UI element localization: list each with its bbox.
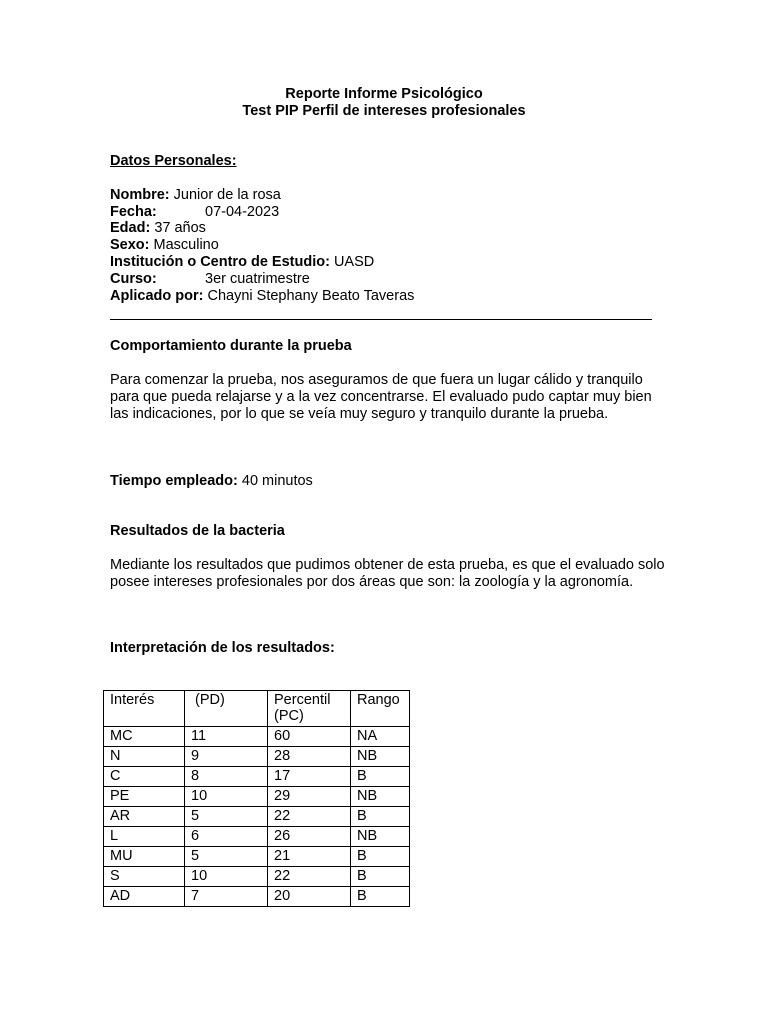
cell-interes: S [104, 867, 185, 887]
sexo-value: Masculino [153, 237, 219, 253]
table-row [104, 727, 410, 747]
sexo-label: Sexo: [110, 237, 150, 253]
cell-rango: NB [351, 827, 410, 847]
edad-value: 37 años [154, 220, 206, 236]
cell-interes: AD [104, 887, 185, 907]
cell-rango: B [351, 867, 410, 887]
cell-rango: NB [351, 747, 410, 767]
cell-pc: 26 [268, 827, 351, 847]
tiempo-value: 40 minutos [241, 473, 313, 489]
fecha-label: Fecha: [110, 204, 157, 220]
cell-pc: 60 [268, 727, 351, 747]
cell-pd: 10 [185, 787, 268, 807]
cell-pc: 17 [268, 767, 351, 787]
cell-rango: NB [351, 787, 410, 807]
cell-rango: B [351, 887, 410, 907]
cell-rango: NA [351, 727, 410, 747]
table-row [104, 767, 410, 787]
resultados-heading: Resultados de la bacteria [110, 523, 285, 539]
header-percentil: Percentil (PC) [268, 691, 351, 727]
cell-pc: 22 [268, 807, 351, 827]
field-tiempo [110, 473, 313, 490]
cell-pd: 5 [185, 807, 268, 827]
cell-interes: C [104, 767, 185, 787]
nombre-label: Nombre: [110, 187, 170, 203]
cell-interes: MC [104, 727, 185, 747]
cell-interes: N [104, 747, 185, 767]
field-sexo [110, 237, 219, 254]
cell-pc: 29 [268, 787, 351, 807]
cell-rango: B [351, 847, 410, 867]
cell-pc: 28 [268, 747, 351, 767]
cell-rango: B [351, 767, 410, 787]
field-edad [110, 220, 206, 237]
table-row [104, 747, 410, 767]
cell-pd: 11 [185, 727, 268, 747]
header-rango: Rango [351, 691, 410, 727]
table-row [104, 887, 410, 907]
field-institucion [110, 254, 374, 271]
table-row [104, 807, 410, 827]
header-pd: (PD) [185, 691, 268, 727]
cell-interes: MU [104, 847, 185, 867]
table-row [104, 787, 410, 807]
comportamiento-text: Para comenzar la prueba, nos aseguramos de que fuera un lugar cálido y tranquilo para que pueda relajarse y a la vez concentrarse. El evaluado pudo captar muy bien las indicaciones, por lo que se veía muy seguro y tranquilo durante la prueba. [110, 372, 652, 422]
cell-interes: L [104, 827, 185, 847]
cell-rango: B [351, 807, 410, 827]
aplicado-value: Chayni Stephany Beato Taveras [207, 288, 415, 304]
cell-pd: 8 [185, 767, 268, 787]
table-header-row [104, 691, 410, 727]
field-aplicado [110, 288, 414, 305]
results-table [103, 690, 410, 907]
interpretacion-heading: Interpretación de los resultados: [110, 640, 335, 656]
table-row [104, 867, 410, 887]
field-curso [110, 271, 310, 288]
report-title: Reporte Informe Psicológico [285, 86, 483, 102]
cell-pd: 10 [185, 867, 268, 887]
tiempo-label: Tiempo empleado: [110, 473, 238, 489]
institucion-label: Institución o Centro de Estudio: [110, 254, 330, 270]
institucion-value: UASD [333, 254, 375, 270]
cell-pc: 20 [268, 887, 351, 907]
cell-pc: 22 [268, 867, 351, 887]
table-row [104, 827, 410, 847]
cell-interes: PE [104, 787, 185, 807]
edad-label: Edad: [110, 220, 151, 236]
aplicado-label: Aplicado por: [110, 288, 204, 304]
report-subtitle: Test PIP Perfil de intereses profesionales [242, 103, 526, 119]
cell-pd: 6 [185, 827, 268, 847]
nombre-value: Junior de la rosa [173, 187, 281, 203]
header-interes: Interés [104, 691, 185, 727]
cell-pc: 21 [268, 847, 351, 867]
curso-label: Curso: [110, 271, 157, 287]
field-nombre [110, 187, 281, 204]
table-row [104, 847, 410, 867]
fecha-value: 07-04-2023 [205, 204, 280, 220]
cell-pd: 7 [185, 887, 268, 907]
separator-line [110, 319, 652, 320]
resultados-text: Mediante los resultados que pudimos obtener de esta prueba, es que el evaluado solo posee intereses profesionales por dos áreas que son: la zoología y la agronomía. [110, 557, 665, 590]
cell-pd: 5 [185, 847, 268, 867]
personal-data-heading: Datos Personales: [110, 153, 237, 169]
cell-pd: 9 [185, 747, 268, 767]
cell-interes: AR [104, 807, 185, 827]
field-fecha [110, 204, 280, 221]
curso-value: 3er cuatrimestre [205, 271, 310, 287]
comportamiento-heading: Comportamiento durante la prueba [110, 338, 352, 354]
